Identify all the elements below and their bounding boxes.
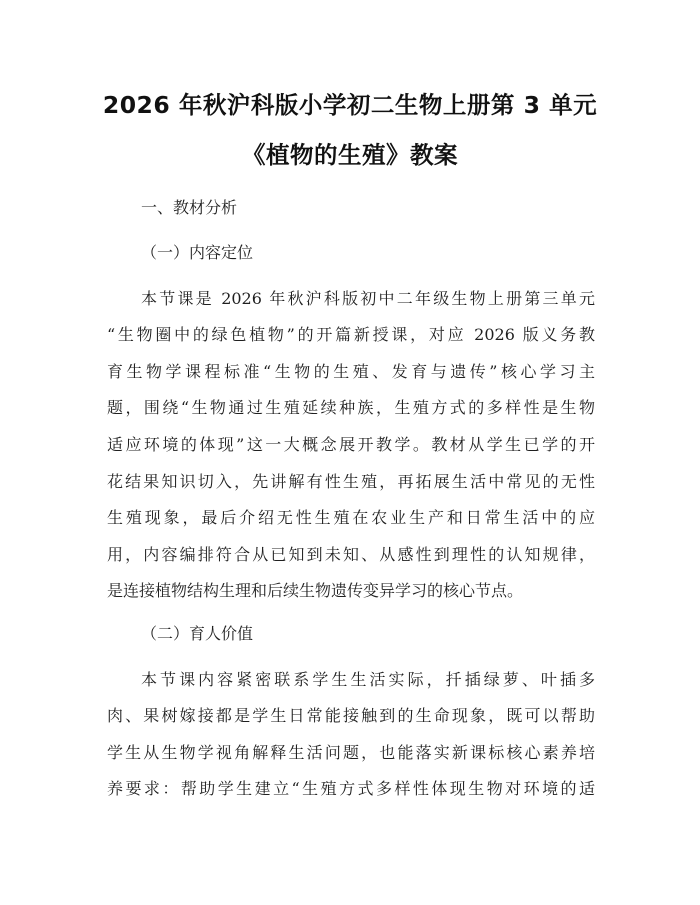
paragraph-line: 本节课内容紧密联系学生生活实际，扦插绿萝、叶插多 [141, 670, 595, 689]
paragraph-line: 学生从生物学视角解释生活问题，也能落实新课标核心素养培 [107, 743, 595, 762]
section-heading-teaching-material-analysis: 一、教材分析 [141, 198, 238, 217]
paragraph-line: 本节课是 2026 年秋沪科版初中二年级生物上册第三单元 [141, 289, 595, 308]
paragraph-line: 肉、果树嫁接都是学生日常能接触到的生命现象，既可以帮助 [107, 706, 595, 725]
subsection-heading-content-positioning: （一）内容定位 [141, 243, 254, 262]
paragraph-line: 是连接植物结构生理和后续生物遗传变异学习的核心节点。 [107, 581, 524, 600]
document-title-line-2: 《植物的生殖》教案 [242, 141, 458, 169]
paragraph-line: “生物圈中的绿色植物”的开篇新授课，对应 2026 版义务教 [107, 325, 595, 344]
paragraph-line: 生殖现象，最后介绍无性生殖在农业生产和日常生活中的应 [107, 508, 595, 527]
paragraph-line: 适应环境的体现”这一大概念展开教学。教材从学生已学的开 [107, 435, 595, 454]
document-title-line-1: 2026 年秋沪科版小学初二生物上册第 3 单元 [102, 91, 598, 119]
subsection-heading-educational-value: （二）育人价值 [141, 624, 254, 643]
paragraph-line: 题，围绕“生物通过生殖延续种族，生殖方式的多样性是生物 [107, 398, 595, 417]
paragraph-line: 育生物学课程标准“生物的生殖、发育与遗传”核心学习主 [107, 362, 595, 381]
paragraph-line: 用，内容编排符合从已知到未知、从感性到理性的认知规律， [107, 545, 595, 564]
paragraph-line: 养要求：帮助学生建立“生殖方式多样性体现生物对环境的适 [107, 779, 595, 798]
paragraph-line: 花结果知识切入，先讲解有性生殖，再拓展生活中常见的无性 [107, 472, 595, 491]
